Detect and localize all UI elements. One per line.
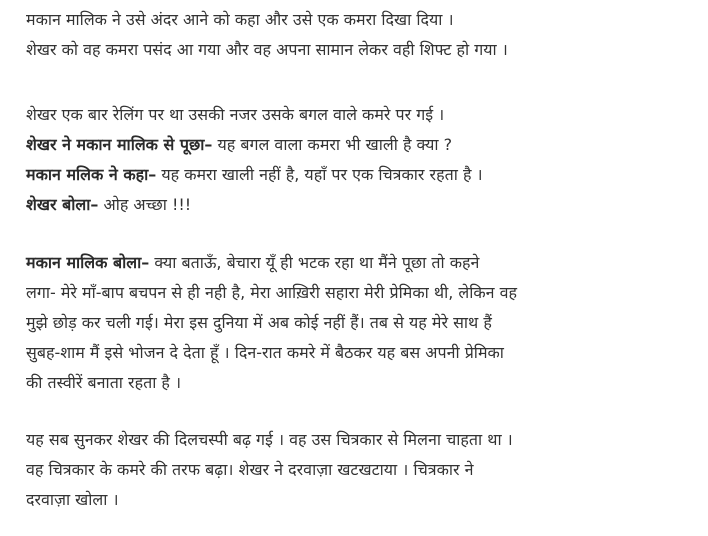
paragraph-4-line-2: वह चित्रकार के कमरे की तरफ बढ़ा। शेखर ने दरवाज़ा खटखटाया । चित्रकार ने	[26, 460, 474, 479]
paragraph-1	[26, 5, 686, 65]
paragraph-1-line-1: मकान मालिक ने उसे अंदर आने को कहा और उसे एक कमरा दिखा दिया ।	[26, 10, 454, 29]
paragraph-2	[26, 100, 686, 220]
paragraph-3-line-2: लगा- मेरे माँ-बाप बचपन से ही नही है, मेरा आख़िरी सहारा मेरी प्रेमिका थी, लेकिन वह	[26, 283, 518, 302]
paragraph-2-line-2	[26, 130, 686, 160]
speaker-label: मकान मालिक बोला–	[26, 253, 150, 272]
dialogue-text: यह कमरा खाली नहीं है, यहाँ पर एक चित्रकार रहता है ।	[156, 165, 483, 184]
speaker-label: शेखर ने मकान मालिक से पूछा–	[26, 135, 213, 154]
paragraph-2-line-4	[26, 190, 686, 220]
dialogue-text: क्या बताऊँ, बेचारा यूँ ही भटक रहा था मैंने पूछा तो कहने	[149, 253, 480, 272]
paragraph-4-line-3: दरवाज़ा खोला ।	[26, 490, 119, 509]
paragraph-3-line-5: की तस्वीरें बनाता रहता है ।	[26, 373, 182, 392]
paragraph-4	[26, 425, 686, 515]
dialogue-text: यह बगल वाला कमरा भी खाली है क्या ?	[212, 135, 453, 154]
paragraph-3-line-1	[26, 248, 686, 278]
paragraph-3-line-4: सुबह-शाम मैं इसे भोजन दे देता हूँ । दिन-रात कमरे में बैठकर यह बस अपनी प्रेमिका	[26, 343, 504, 362]
paragraph-3	[26, 248, 686, 398]
paragraph-4-line-1: यह सब सुनकर शेखर की दिलचस्पी बढ़ गई । वह उस चित्रकार से मिलना चाहता था ।	[26, 430, 513, 449]
speaker-label: मकान मलिक ने कहा–	[26, 165, 157, 184]
paragraph-1-line-2: शेखर को वह कमरा पसंद आ गया और वह अपना सामान लेकर वही शिफ्ट हो गया ।	[26, 40, 508, 59]
dialogue-text: ओह अच्छा !!!	[98, 195, 192, 214]
speaker-label: शेखर बोला–	[26, 195, 99, 214]
paragraph-2-line-1: शेखर एक बार रेलिंग पर था उसकी नजर उसके बगल वाले कमरे पर गई ।	[26, 105, 445, 124]
paragraph-2-line-3	[26, 160, 686, 190]
paragraph-3-line-3: मुझे छोड़ कर चली गई। मेरा इस दुनिया में अब कोई नहीं हैं। तब से यह मेरे साथ हैं	[26, 313, 492, 332]
